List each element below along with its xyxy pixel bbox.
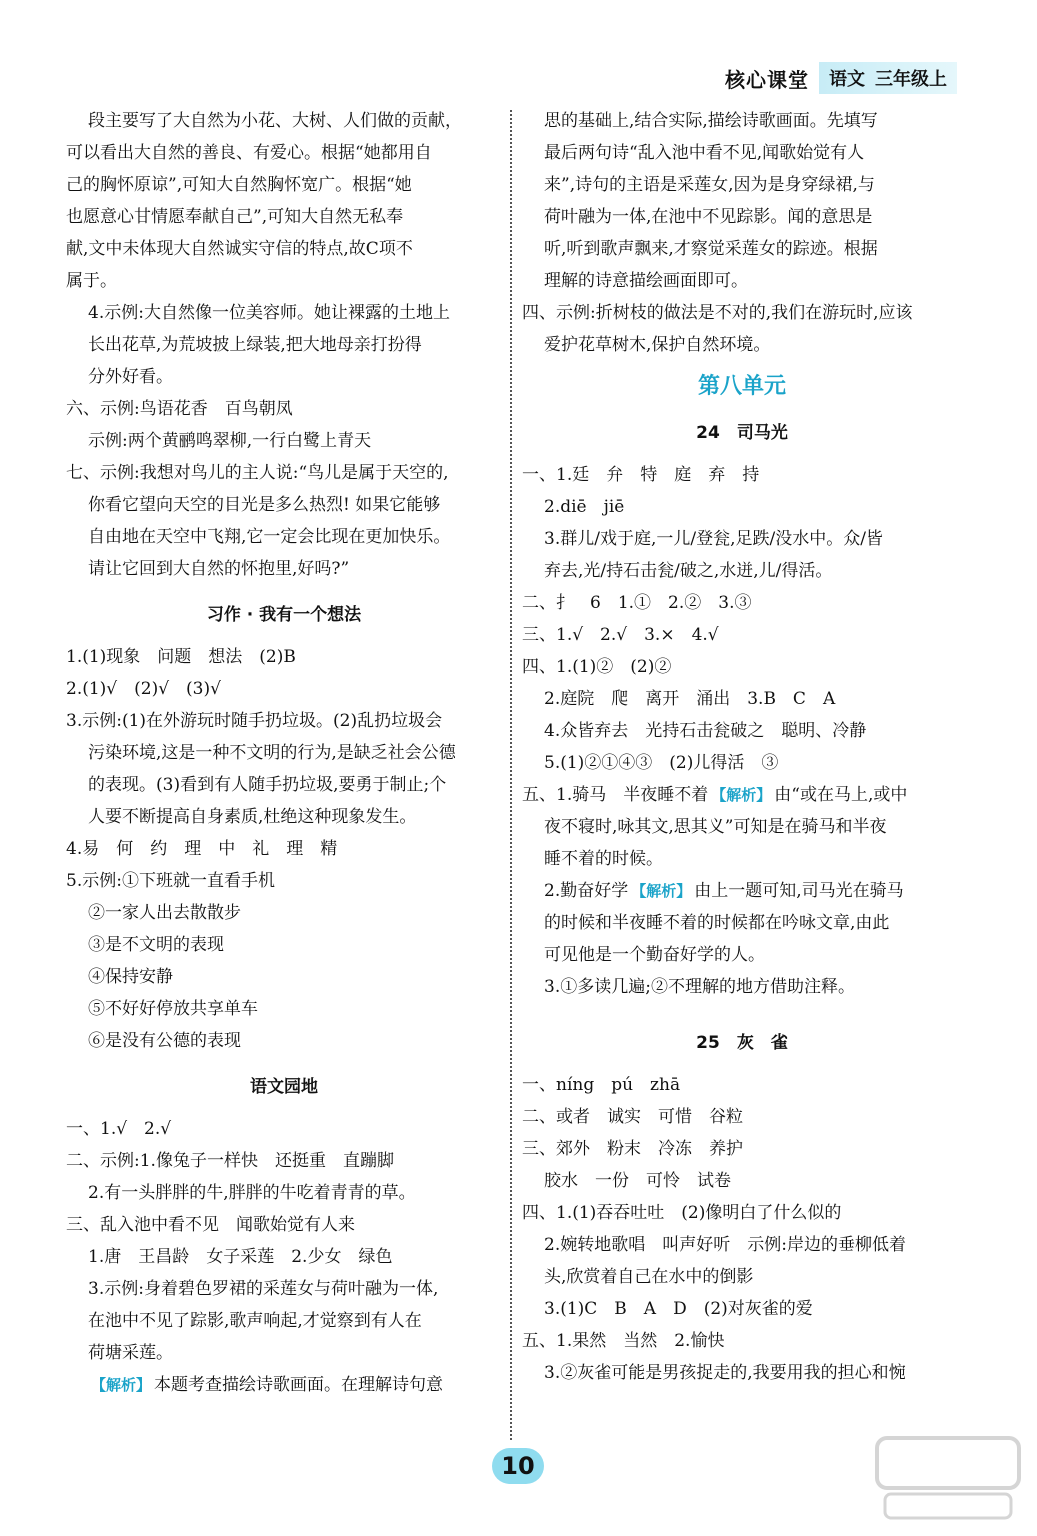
answer-line: 一、1.√ 2.√ (66, 1119, 172, 1139)
answer-text: 2.勤奋好学 (544, 881, 629, 901)
answer-line: 2.庭院 爬 离开 涌出 3.B C A (544, 689, 836, 709)
subject-label: 语文 (829, 69, 865, 90)
answer-line: 二、扌 6 1.① 2.② 3.③ (522, 593, 752, 613)
answer-line: 三、郊外 粉末 冷冻 养护 (522, 1139, 743, 1159)
answer-line: 二、示例:1.像兔子一样快 还挺重 直蹦脚 (66, 1151, 394, 1171)
answer-line: 2.有一头胖胖的牛,胖胖的牛吃着青青的草。 (88, 1183, 416, 1203)
grade-label: 三年级上 (875, 69, 947, 90)
answer-line: 请让它回到大自然的怀抱里,好吗?” (88, 559, 350, 579)
answer-line-with-analysis (522, 875, 962, 907)
answer-line: ⑤不好好停放共享单车 (88, 999, 258, 1019)
page-header (725, 62, 957, 94)
section-title-xizuo: 习作 · 我有一个想法 (206, 605, 362, 625)
answer-line: 3.群儿/戏于庭,一儿/登瓮,足跌/没水中。众/皆 (544, 529, 883, 549)
answer-line: 示例:两个黄鹂鸣翠柳,一行白鹭上青天 (88, 431, 372, 451)
analysis-tag: 【解析】 (631, 882, 692, 900)
analysis-text: 由“或在马上,或中 (774, 785, 908, 805)
answer-line: 3.(1)C B A D (2)对灰雀的爱 (544, 1299, 813, 1319)
answer-line: 2.diē jiē (544, 497, 625, 517)
answer-line: 5.(1)②①④③ (2)儿得活 ③ (544, 753, 779, 773)
answer-line: 3.②灰雀可能是男孩捉走的,我要用我的担心和惋 (544, 1363, 906, 1383)
answer-line: 六、示例:鸟语花香 百鸟朝凤 (66, 399, 293, 419)
answer-line: ④保持安静 (88, 967, 173, 987)
page-number: 10 (492, 1448, 544, 1484)
answer-line: 你看它望向天空的目光是多么热烈! 如果它能够 (88, 495, 441, 515)
answer-line: 四、1.(1)② (2)② (522, 657, 672, 677)
answer-line: 5.示例:①下班就一直看手机 (66, 871, 275, 891)
text-line: 听,听到歌声飘来,才察觉采莲女的踪迹。根据 (544, 239, 878, 259)
answer-line: 七、示例:我想对鸟儿的主人说:“鸟儿是属于天空的, (66, 463, 449, 483)
analysis-tag: 【解析】 (91, 1376, 152, 1394)
text-line: 思的基础上,结合实际,描绘诗歌画面。先填写 (544, 111, 878, 131)
text-line: 荷叶融为一体,在池中不见踪影。闻的意思是 (544, 207, 873, 227)
analysis-line: 夜不寝时,咏其文,思其义”可知是在骑马和半夜 (544, 817, 887, 837)
answer-line: 三、乱入池中看不见 闻歌始觉有人来 (66, 1215, 355, 1235)
answer-line: 弃去,光/持石击瓮/破之,水迸,儿/得活。 (544, 561, 833, 581)
text-line: 可以看出大自然的善良、有爱心。根据“她都用自 (66, 143, 432, 163)
answer-line: 自由地在天空中飞翔,它一定会比现在更加快乐。 (88, 527, 451, 547)
unit-title: 第八单元 (697, 374, 786, 399)
section-title-yuanwen: 语文园地 (250, 1077, 318, 1097)
answer-line: 四、示例:折树枝的做法是不对的,我们在游玩时,应该 (522, 303, 913, 323)
watermark-logo (873, 1434, 1023, 1524)
lesson-title-24: 24 司马光 (696, 423, 788, 443)
answer-line: 4.众皆弃去 光持石击瓮破之 聪明、冷静 (544, 721, 867, 741)
answer-line: 污染环境,这是一种不文明的行为,是缺乏社会公德 (88, 743, 456, 763)
answer-line: 四、1.(1)吞吞吐吐 (2)像明白了什么似的 (522, 1203, 842, 1223)
answer-line: 五、1.果然 当然 2.愉快 (522, 1331, 725, 1351)
analysis-line: 睡不着的时候。 (544, 849, 663, 869)
answer-line: 三、1.√ 2.√ 3.× 4.√ (522, 625, 719, 645)
text-line: 段主要写了大自然为小花、大树、人们做的贡献， (88, 111, 462, 131)
right-column (522, 105, 962, 1389)
answer-line: 一、níng pú zhā (522, 1075, 681, 1095)
answer-line: 在池中不见了踪影,歌声响起,才觉察到有人在 (88, 1311, 422, 1331)
answer-line: 4.易 何 约 理 中 礼 理 精 (66, 839, 338, 859)
answer-line: 3.①多读几遍;②不理解的地方借助注释。 (544, 977, 855, 997)
answer-line: 荷塘采莲。 (88, 1343, 173, 1363)
text-line: 来”,诗句的主语是采莲女,因为是身穿绿裙,与 (544, 175, 875, 195)
answer-line: 2.(1)√ (2)√ (3)√ (66, 679, 221, 699)
answer-line: 2.婉转地歌唱 叫声好听 示例:岸边的垂柳低着 (544, 1235, 906, 1255)
answer-line: 胶水 一份 可怜 试卷 (544, 1171, 731, 1191)
text-line: 属于。 (66, 271, 117, 291)
text-line: 献,文中未体现大自然诚实守信的特点,故C项不 (66, 239, 413, 259)
text-line: 最后两句诗“乱入池中看不见,闻歌始觉有人 (544, 143, 865, 163)
answer-line: 头,欣赏着自己在水中的倒影 (544, 1267, 754, 1287)
answer-line: 一、1.廷 弁 特 庭 弃 持 (522, 465, 760, 485)
subject-badge (819, 62, 957, 94)
analysis-line: 可见他是一个勤奋好学的人。 (544, 945, 765, 965)
text-line: 己的胸怀原谅”,可知大自然胸怀宽广。根据“她 (66, 175, 412, 195)
answer-line: 的表现。(3)看到有人随手扔垃圾,要勇于制止;个 (88, 775, 447, 795)
answer-line: 人要不断提高自身素质,杜绝这种现象发生。 (88, 807, 417, 827)
text-line: 理解的诗意描绘画面即可。 (544, 271, 748, 291)
answer-line: 二、或者 诚实 可惜 谷粒 (522, 1107, 743, 1127)
answer-line: ②一家人出去散散步 (88, 903, 241, 923)
text-line: 也愿意心甘情愿奉献自己”,可知大自然无私奉 (66, 207, 404, 227)
brand-title: 核心课堂 (725, 67, 809, 92)
left-column (66, 105, 502, 1401)
answer-line: 1.唐 王昌龄 女子采莲 2.少女 绿色 (88, 1247, 393, 1267)
analysis-tag: 【解析】 (711, 786, 772, 804)
answer-line: 长出花草,为荒坡披上绿装,把大地母亲打扮得 (88, 335, 422, 355)
answer-line: ⑥是没有公德的表现 (88, 1031, 241, 1051)
answer-line-with-analysis (522, 779, 962, 811)
analysis-line: 的时候和半夜睡不着的时候都在吟咏文章,由此 (544, 913, 890, 933)
answer-line: 3.示例:(1)在外游玩时随手扔垃圾。(2)乱扔垃圾会 (66, 711, 443, 731)
lesson-title-25: 25 灰 雀 (696, 1033, 788, 1053)
answer-line: ③是不文明的表现 (88, 935, 224, 955)
analysis-line (66, 1369, 502, 1401)
answer-line: 3.示例:身着碧色罗裙的采莲女与荷叶融为一体, (88, 1279, 439, 1299)
answer-line: 爱护花草树木,保护自然环境。 (544, 335, 771, 355)
answer-line: 1.(1)现象 问题 想法 (2)B (66, 647, 296, 667)
answer-line: 分外好看。 (88, 367, 173, 387)
column-divider (510, 110, 512, 1440)
analysis-text: 本题考查描绘诗歌画面。在理解诗句意 (154, 1375, 444, 1395)
answer-text: 五、1.骑马 半夜睡不着 (522, 785, 709, 805)
answer-line: 4.示例:大自然像一位美容师。她让裸露的土地上 (88, 303, 450, 323)
analysis-text: 由上一题可知,司马光在骑马 (694, 881, 904, 901)
